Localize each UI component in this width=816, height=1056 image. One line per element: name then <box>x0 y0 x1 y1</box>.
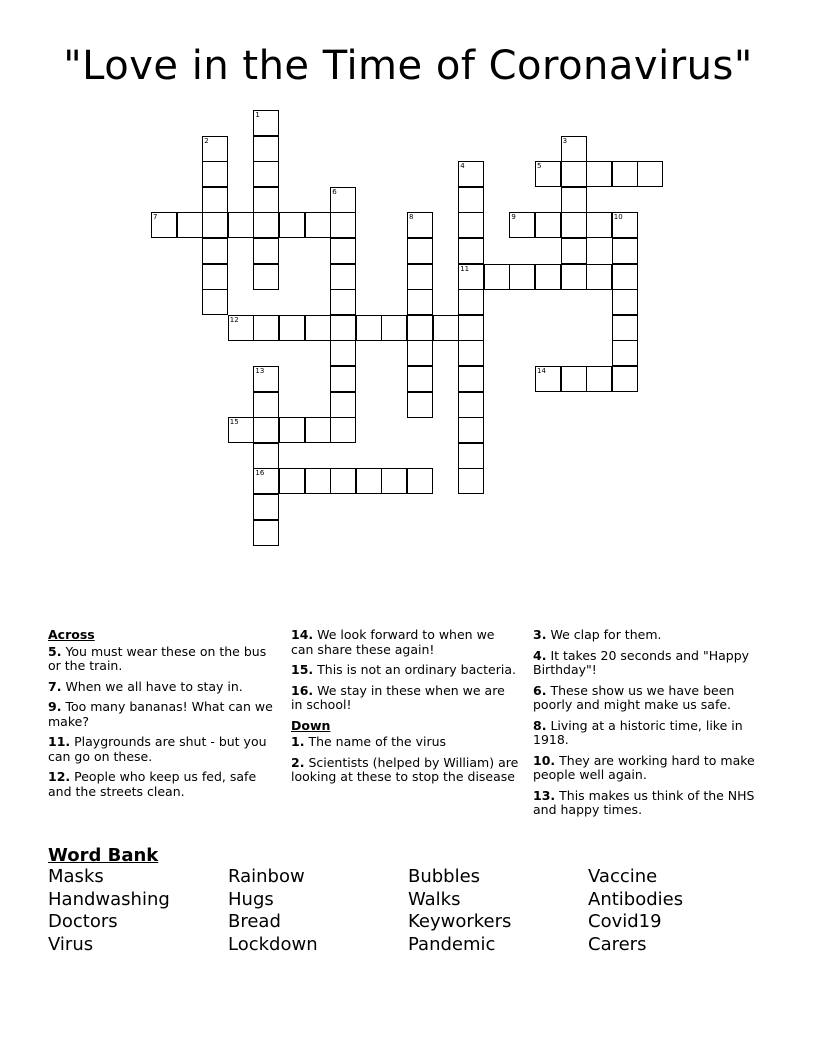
clues-column-3 <box>533 628 761 824</box>
word-bank-item: Handwashing <box>48 888 170 910</box>
crossword-cell[interactable] <box>330 417 356 443</box>
crossword-cell[interactable] <box>458 289 484 315</box>
crossword-cell[interactable] <box>228 315 254 341</box>
word-bank-item: Vaccine <box>588 866 658 887</box>
clue-text: It takes 20 seconds and "Happy Birthday"! <box>533 647 750 677</box>
crossword-cell[interactable] <box>305 417 331 443</box>
crossword-cell[interactable] <box>612 340 638 366</box>
clue-number: 10. <box>533 752 556 768</box>
crossword-cell[interactable] <box>458 238 484 264</box>
crossword-cell[interactable] <box>612 264 638 290</box>
crossword-cell[interactable] <box>253 110 279 136</box>
clue-number: 16. <box>291 682 314 698</box>
down-clue <box>291 756 519 785</box>
crossword-cell[interactable] <box>458 443 484 469</box>
crossword-cell[interactable] <box>433 315 459 341</box>
crossword-cell[interactable] <box>407 315 433 341</box>
crossword-cell[interactable] <box>177 212 203 238</box>
down-clue <box>533 754 761 783</box>
crossword-cell[interactable] <box>228 212 254 238</box>
crossword-cell[interactable] <box>612 315 638 341</box>
crossword-cell[interactable] <box>458 315 484 341</box>
crossword-cell[interactable] <box>561 264 587 290</box>
across-clue <box>48 735 276 764</box>
crossword-cell[interactable] <box>407 238 433 264</box>
crossword-cell[interactable] <box>253 315 279 341</box>
word-bank-title: Word Bank <box>48 845 159 866</box>
down-clue <box>533 789 761 818</box>
crossword-cell[interactable] <box>458 212 484 238</box>
down-clue <box>291 735 519 750</box>
crossword-cell[interactable] <box>586 366 612 392</box>
crossword-cell[interactable] <box>458 187 484 213</box>
clue-text: Too many bananas! What can we make? <box>48 699 273 729</box>
clue-text: When we all have to stay in. <box>65 678 243 694</box>
crossword-cell[interactable] <box>407 366 433 392</box>
across-heading: Across <box>48 627 95 642</box>
clue-text: These show us we have been poorly and might make us safe. <box>533 682 735 712</box>
clue-text: Living at a historic time, like in 1918. <box>533 717 743 747</box>
clue-text: Scientists (helped by William) are looking at these to stop the disease <box>291 754 519 784</box>
cell-number: 6 <box>332 187 337 196</box>
cell-number: 7 <box>153 213 158 222</box>
clue-text: This is not an ordinary bacteria. <box>317 662 516 677</box>
word-bank-item: Rainbow <box>228 866 305 887</box>
crossword-cell[interactable] <box>279 212 305 238</box>
crossword-cell[interactable] <box>586 161 612 187</box>
crossword-cell[interactable] <box>253 136 279 162</box>
crossword-cell[interactable] <box>330 315 356 341</box>
clue-number: 8. <box>533 717 547 733</box>
crossword-cell[interactable] <box>279 468 305 494</box>
crossword-cell[interactable] <box>458 392 484 418</box>
crossword-cell[interactable] <box>330 212 356 238</box>
cell-number: 15 <box>229 418 239 427</box>
crossword-cell[interactable] <box>330 468 356 494</box>
crossword-cell[interactable] <box>202 289 228 315</box>
cell-number: 2 <box>204 136 209 145</box>
crossword-cell[interactable] <box>330 238 356 264</box>
cell-number: 11 <box>460 264 470 273</box>
crossword-cell[interactable] <box>305 315 331 341</box>
clue-number: 1. <box>291 734 305 749</box>
crossword-cell[interactable] <box>228 417 254 443</box>
crossword-cell[interactable] <box>509 264 535 290</box>
crossword-cell[interactable] <box>407 392 433 418</box>
clue-text: The name of the virus <box>308 734 447 749</box>
crossword-cell[interactable] <box>612 366 638 392</box>
crossword-cell[interactable] <box>253 494 279 520</box>
crossword-cell[interactable] <box>253 366 279 392</box>
down-clue <box>533 719 761 748</box>
clue-number: 7. <box>48 678 62 694</box>
word-bank-item: Walks <box>408 888 461 910</box>
clue-number: 14. <box>291 627 314 642</box>
crossword-cell[interactable] <box>330 392 356 418</box>
word-bank-item: Hugs <box>228 888 274 910</box>
clues-column-1 <box>48 628 276 805</box>
crossword-cell[interactable] <box>458 340 484 366</box>
word-bank-item: Virus <box>48 933 94 955</box>
crossword-cell[interactable] <box>458 417 484 443</box>
crossword-cell[interactable] <box>561 238 587 264</box>
crossword-cell[interactable] <box>509 212 535 238</box>
crossword-cell[interactable] <box>202 161 228 187</box>
cell-number: 16 <box>255 469 265 478</box>
crossword-cell[interactable] <box>561 366 587 392</box>
clues-column-2 <box>291 628 519 791</box>
crossword-cell[interactable] <box>253 212 279 238</box>
cell-number: 5 <box>537 162 542 171</box>
crossword-cell[interactable] <box>586 264 612 290</box>
clue-number: 15. <box>291 662 314 677</box>
word-bank-item: Antibodies <box>588 888 684 910</box>
clue-text: We clap for them. <box>550 627 662 642</box>
crossword-cell[interactable] <box>637 161 663 187</box>
crossword-cell[interactable] <box>407 212 433 238</box>
clue-number: 9. <box>48 699 62 714</box>
cell-number: 13 <box>255 367 265 375</box>
cell-number: 14 <box>537 367 546 375</box>
clue-text: People who keep us fed, safe and the streets clean. <box>48 769 257 799</box>
across-clue <box>48 770 276 799</box>
cell-number: 1 <box>255 111 260 119</box>
clue-number: 6. <box>533 682 547 698</box>
crossword-cell[interactable] <box>612 289 638 315</box>
down-clue <box>533 628 761 643</box>
cell-number: 8 <box>409 213 414 222</box>
crossword-cell[interactable] <box>253 264 279 290</box>
crossword-cell[interactable] <box>330 340 356 366</box>
crossword-cell[interactable] <box>253 187 279 213</box>
clue-text: We stay in these when we are in school! <box>291 682 505 712</box>
down-clue <box>533 649 761 678</box>
crossword-cell[interactable] <box>202 264 228 290</box>
crossword-cell[interactable] <box>407 264 433 290</box>
clue-number: 11. <box>48 734 71 749</box>
crossword-cell[interactable] <box>202 187 228 213</box>
crossword-cell[interactable] <box>612 161 638 187</box>
crossword-cell[interactable] <box>407 289 433 315</box>
crossword-cell[interactable] <box>305 468 331 494</box>
word-bank-item: Masks <box>48 866 104 887</box>
crossword-cell[interactable] <box>253 238 279 264</box>
crossword-cell[interactable] <box>279 315 305 341</box>
crossword-cell[interactable] <box>330 366 356 392</box>
crossword-cell[interactable] <box>253 443 279 469</box>
clue-number: 12. <box>48 769 71 784</box>
crossword-cell[interactable] <box>305 212 331 238</box>
down-heading: Down <box>291 717 331 733</box>
crossword-cell[interactable] <box>202 238 228 264</box>
crossword-cell[interactable] <box>612 212 638 238</box>
cell-number: 3 <box>562 136 568 145</box>
across-clue <box>291 684 519 713</box>
cell-number: 12 <box>229 315 239 324</box>
crossword-cell[interactable] <box>253 520 279 546</box>
clue-text: They are working hard to make people well again. <box>533 752 755 782</box>
word-bank-item: Bubbles <box>408 866 481 887</box>
crossword-cell[interactable] <box>407 468 433 494</box>
crossword-cell[interactable] <box>253 392 279 418</box>
clue-number: 5. <box>48 643 62 659</box>
across-clue <box>48 680 276 695</box>
crossword-cell[interactable] <box>253 468 279 494</box>
crossword-cell[interactable] <box>535 212 561 238</box>
crossword-cell[interactable] <box>330 264 356 290</box>
crossword-cell[interactable] <box>356 315 382 341</box>
word-bank-item: Pandemic <box>408 933 496 955</box>
crossword-cell[interactable] <box>356 468 382 494</box>
clue-number: 3. <box>533 627 547 642</box>
word-bank <box>48 866 768 956</box>
clue-number: 13. <box>533 787 556 803</box>
clue-text: You must wear these on the bus or the train. <box>48 643 267 673</box>
crossword-cell[interactable] <box>381 315 407 341</box>
clue-text: Playgrounds are shut - but you can go on these. <box>48 734 267 764</box>
across-clue <box>291 663 519 678</box>
crossword-cell[interactable] <box>458 264 484 290</box>
across-clue <box>48 700 276 729</box>
crossword-cell[interactable] <box>202 212 228 238</box>
cell-number: 9 <box>511 213 516 222</box>
crossword-cell[interactable] <box>561 161 587 187</box>
cell-number: 10 <box>613 213 623 222</box>
down-clue <box>533 684 761 713</box>
crossword-cell[interactable] <box>458 366 484 392</box>
page-title: "Love in the Time of Coronavirus" <box>63 43 753 89</box>
word-bank-item: Bread <box>228 911 281 932</box>
across-clue <box>48 645 276 674</box>
word-bank-item: Carers <box>588 933 647 955</box>
word-bank-item: Keyworkers <box>408 911 512 932</box>
crossword-cell[interactable] <box>561 187 587 213</box>
crossword-cell[interactable] <box>202 136 228 162</box>
crossword-cell[interactable] <box>407 340 433 366</box>
crossword-cell[interactable] <box>561 212 587 238</box>
crossword-cell[interactable] <box>458 468 484 494</box>
across-clue <box>291 628 519 657</box>
crossword-cell[interactable] <box>253 161 279 187</box>
clue-text: We look forward to when we can share these again! <box>291 627 495 657</box>
crossword-cell[interactable] <box>330 289 356 315</box>
cell-number: 4 <box>460 162 465 171</box>
word-bank-item: Lockdown <box>228 933 318 955</box>
crossword-cell[interactable] <box>330 187 356 213</box>
clue-number: 4. <box>533 647 547 663</box>
crossword-cell[interactable] <box>535 161 561 187</box>
crossword-cell[interactable] <box>535 264 561 290</box>
crossword-cell[interactable] <box>612 238 638 264</box>
crossword-cell[interactable] <box>586 212 612 238</box>
crossword-cell[interactable] <box>279 417 305 443</box>
crossword-cell[interactable] <box>458 161 484 187</box>
crossword-cell[interactable] <box>535 366 561 392</box>
crossword-cell[interactable] <box>381 468 407 494</box>
crossword-cell[interactable] <box>151 212 177 238</box>
crossword-cell[interactable] <box>484 264 510 290</box>
clue-text: This makes us think of the NHS and happy times. <box>533 787 755 817</box>
crossword-cell[interactable] <box>561 136 587 162</box>
word-bank-item: Covid19 <box>588 911 662 932</box>
crossword-cell[interactable] <box>253 417 279 443</box>
word-bank-item: Doctors <box>48 911 118 932</box>
clue-number: 2. <box>291 754 305 770</box>
